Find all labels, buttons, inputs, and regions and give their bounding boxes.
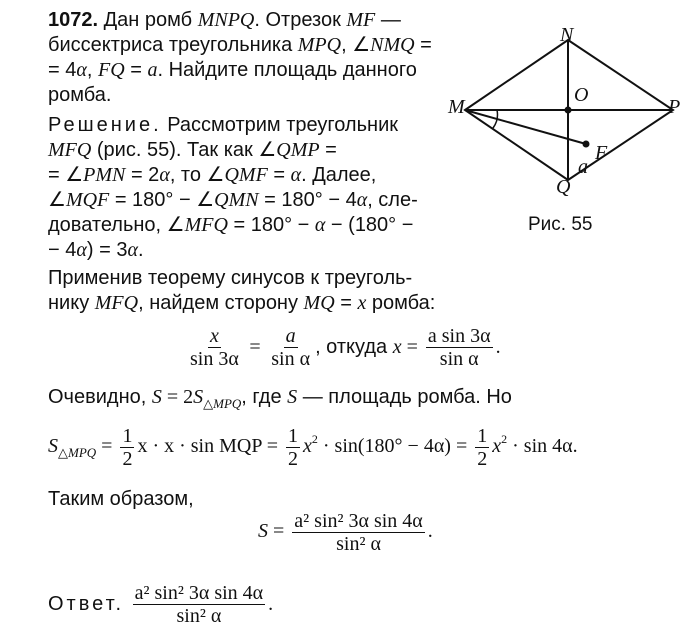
label-m: M: [448, 96, 465, 118]
solution-line-5: довательно, ∠MFQ = 180° − α − (180° −: [48, 214, 414, 236]
solution-line-3: = ∠PMN = 2α, то ∠QMF = α. Далее,: [48, 164, 377, 186]
label-f: F: [595, 142, 608, 164]
equation-rhombus-area: S = $\frac{\text{a² sin² 3α sin 4α}}{\text{sin² α}}$ .: [258, 510, 433, 555]
solution-line-1: Решение. Рассмотрим треугольник: [48, 114, 398, 136]
label-q: Q: [556, 176, 571, 198]
figure-caption: Рис. 55: [528, 214, 593, 235]
fraction-answer: $\frac{\text{a² sin² 3α sin 4α}}{\text{sin² α}}$: [134, 582, 264, 627]
thus-line: Таким образом,: [48, 488, 194, 510]
equation-triangle-area: $S_{\triangle MPQ}$ = $\frac{1}{2}$ x · x · sin MQP = $\frac{1}{2}$ $x^2 \cdot \sin(180^\circ - 4\alpha)$ = $\frac{1}{2}$ $x^2 \cdot \sin 4\alpha$.: [48, 425, 578, 470]
sine-line-2: нику MFQ, найдем сторону MQ = x ромба:: [48, 292, 436, 314]
label-p: P: [668, 96, 681, 118]
point-o: [565, 107, 572, 114]
fraction-result-x: $\frac{\text{a sin 3α}}{\text{sin α}}$: [427, 325, 491, 370]
answer-line: Ответ. $\frac{\text{a² sin² 3α sin 4α}}{\text{sin² α}}$ .: [48, 582, 274, 627]
fraction-half-1: $\frac{1}{2}$: [122, 425, 133, 470]
problem-line-3: = 4α, FQ = a. Найдите площадь данного: [48, 59, 417, 81]
equation-sine-ratio: $\frac{x}{\sin 3\alpha}$ = $\frac{a}{\text{sin α}}$ , откуда x = $\frac{\text{a sin 3α}}{\text{sin α}}$ .: [190, 325, 501, 370]
problem-line-2: биссектриса треугольника MPQ, ∠NMQ =: [48, 34, 432, 56]
answer-label: Ответ.: [48, 592, 125, 615]
fraction-area: $\frac{\text{a² sin² 3α sin 4α}}{\text{sin² α}}$: [294, 510, 423, 555]
point-f: [583, 141, 590, 148]
label-o: O: [574, 84, 589, 106]
label-n: N: [560, 24, 574, 46]
fraction-half-2: $\frac{1}{2}$: [287, 425, 298, 470]
obvious-line: Очевидно, $S = 2S_{\triangle MPQ}$, где S — площадь ромба. Но: [48, 386, 512, 411]
solution-line-4: ∠MQF = 180° − ∠QMN = 180° − 4α, сле-: [48, 189, 418, 211]
solution-heading: Решение.: [48, 114, 162, 136]
problem-line-4: ромба.: [48, 84, 112, 106]
fraction-half-3: $\frac{1}{2}$: [477, 425, 488, 470]
fraction-a-over-sina: $\frac{a}{\text{sin α}}$: [271, 325, 311, 370]
problem-number: 1072.: [48, 9, 99, 31]
problem-line-1: 1072. Дан ромб MNPQ. Отрезок MF —: [48, 9, 401, 31]
sine-line-1: Применив теорему синусов к треуголь-: [48, 267, 413, 289]
solution-line-6: − 4α) = 3α.: [48, 239, 144, 261]
rhombus-figure: [445, 20, 685, 240]
label-a: a: [578, 156, 588, 178]
solution-line-2: MFQ (рис. 55). Так как ∠QMP =: [48, 139, 337, 161]
fraction-x-over-sin3a: $\frac{x}{\sin 3\alpha}$: [190, 325, 239, 370]
